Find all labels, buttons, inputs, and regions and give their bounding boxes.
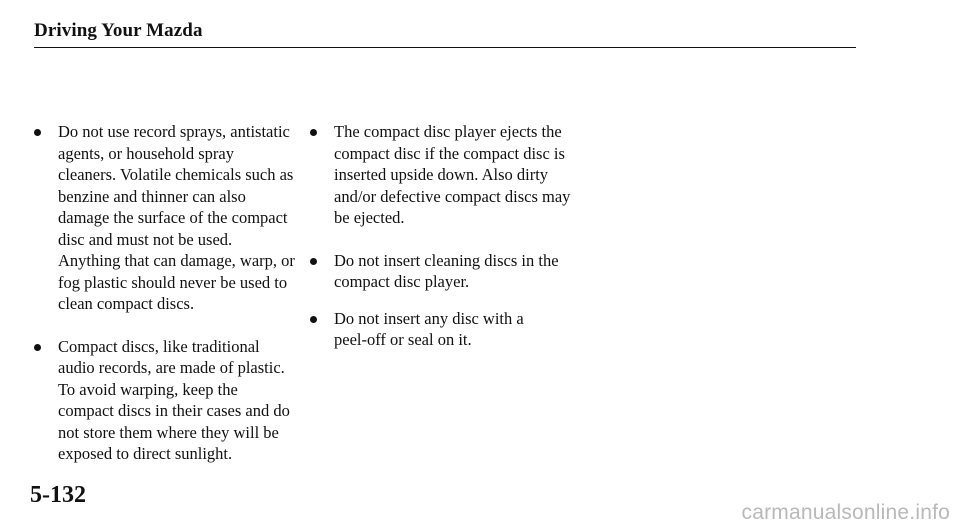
bullet-dot-icon (310, 129, 317, 136)
bullet-text: Do not insert any disc with a peel-off or seal on it. (334, 308, 524, 349)
bullet-item (34, 336, 324, 465)
left-column (34, 121, 324, 465)
bullet-dot-icon (310, 316, 317, 323)
bullet-text: Do not use record sprays, antistatic agents, or household spray cleaners. Volatile chemicals such as benzine and thinner can also damage the surface of the compact disc and must not be used. Anything that can damage, warp, or fog plastic should never be used to clean compact discs. (58, 122, 295, 313)
right-column (310, 121, 600, 351)
watermark: carmanualsonline.info (741, 501, 950, 524)
bullet-text: The compact disc player ejects the compact disc if the compact disc is inserted upside down. Also dirty and/or defective compact discs may be ejected. (334, 122, 571, 227)
page-header-title: Driving Your Mazda (34, 20, 203, 41)
bullet-dot-icon (34, 129, 41, 136)
bullet-text: Compact discs, like traditional audio records, are made of plastic. To avoid warping, keep the compact discs in their cases and do not store them where they will be exposed to direct sunlight. (58, 336, 290, 463)
bullet-item (310, 250, 600, 293)
bullet-item (34, 121, 324, 315)
bullet-item (310, 121, 600, 229)
bullet-item (310, 308, 600, 351)
bullet-dot-icon (34, 344, 41, 351)
bullet-text: Do not insert cleaning discs in the compact disc player. (334, 250, 559, 291)
header-divider (34, 47, 856, 48)
bullet-dot-icon (310, 258, 317, 265)
page-number: 5-132 (30, 482, 86, 508)
